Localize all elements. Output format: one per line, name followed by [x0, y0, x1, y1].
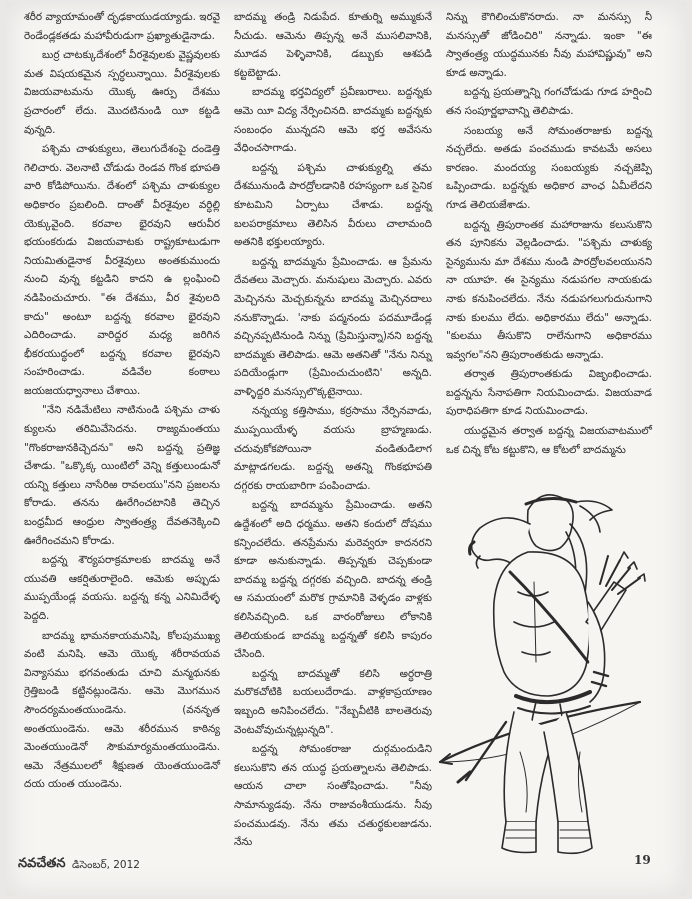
paragraph: బాదమ్మ భామనకాయమనిషి, కోలపుముఖ్య వంటి మనిషి. ఆమె యొక్క శరీరావయవ విన్యాసము భగవంతుడు చూచి మన్మథునకు గ్రెత్తిబండి కట్టినట్లుండెను. ఆమె మొగమున సౌందర్యమంతయుండెను. (వననృత అంతయుండెను. ఆమె శరీరమున కాఠిన్య మెంతయుండెనో సౌకుమార్యమంతయుండెను. ఆమె నేత్రములలో శీక్షుణత యెంతయుండెనో దయ యంత యుండెను.: [24, 629, 220, 791]
paragraph: బుర్ర చాటక్కుదేశంలో వీరశైవులకు వైష్ణవులకు మత విషయకమైన స్పర్ధలున్నాయి. వీరశైవులకు విజయవాటమను యొక్క ఊర్పు దేశము ప్రచారంలో లేదు. మొదటినుండి యీ కట్టడి వున్నది.: [24, 49, 220, 136]
paragraph: బద్దన్న బాదమ్మతో కలిసి అర్ధరాత్రి మరొకచోటికి బయలుదేరాడు. వాళ్లకాప్రయాణం ఇబ్బంది అనిపించలేదు. "నేబ్బవీటికి బాలతెరువు వెంటవోవుచున్నట్లున్నది".: [234, 667, 432, 736]
text-column-left: [24, 8, 220, 794]
paragraph: బద్దన్న శౌర్యపరాక్రమాలకు బాదమ్మ అనే యువతి ఆకర్షితురాలైంది. ఆమెకు అప్పుడు ముప్పయేండ్ల వయసు. బద్దన్న కన్న ఎనిమిదేళ్ళ పెద్దది.: [24, 554, 220, 622]
paragraph: నన్నయ్య కత్తిసాము, కర్రసాము నేర్పినవాడు, ముప్పయియేళ్ళ వయసు బ్రాహ్మణుడు. చదువుకోకపోయినా వండితుడిలాగ మాట్లాడగలడు. బద్దన్న అతన్ని గొంకభూపతి దగ్గరకు రాయబారిగా పంపించాడు.: [234, 405, 432, 492]
text-column-middle: [234, 8, 432, 852]
paragraph: శరీర వ్యాయామంతో దృఢకాయుడయ్యాడు. ఇరవై రెండేండ్లకతడు మహావీరుడుగా ప్రఖ్యాతుడైనాడు.: [24, 11, 220, 42]
warrior-illustration: [410, 432, 650, 862]
paragraph: బాదమ్మ భర్తవిద్యలో ప్రవీణురాలు. బద్దన్నకు ఆమె యీ విద్య నేర్పించినది. బాదమ్మకు బద్దన్నకు సంబంధం మున్నదని ఆమె భర్త అవేసను వేధించసాగాడు.: [234, 86, 432, 155]
magazine-logo: నవచేతన: [18, 856, 66, 871]
magazine-page: [6, 2, 686, 896]
paragraph: బద్దన్న బాదమ్మను ప్రేమించాడు. అతని ఉద్దేశంలో అది ధర్మము. అతని కందులో దోషము కన్పించలేదు. తనప్రేమను మరెవ్వరూ కాదనరని కూడా అనుకున్నాడు. తిప్పన్నకు చెప్పకుండా బాదమ్మ బద్దన్న దగ్గరకు వచ్చింది. బాదన్న తండ్రి ఆ సమయంలో మరొక గ్రామానికి వెళ్ళడం వాళ్లకు కలిసివచ్చింది. ఒక వారంరోజులు లోకానికి తెలియకుండ బాదమ్మ బద్దన్నతో కలిసి కాపురం చేసింది.: [234, 499, 432, 661]
paragraph: తర్వాత త్రిపురాంతకుడు విజృంభించాడు. బద్దన్నను సేనాపతిగా నియమించాడు. విజయవాడ పురాధిపతిగా కూడ నియమించాడు.: [446, 368, 652, 418]
paragraph: పశ్చిమ చాళుక్యులు, తెలుగుదేశంపై దండెత్తి గెలిచారు. వెలనాటి చోడుడు రెండవ గొంక భూపతి వారి కోడిపోయిను. దేశంలో పశ్చిమ చాళుక్యుల అధికారం ప్రబలింది. దాంతో వీరశైవుల వర్ధిల్లి యెక్కువైంది. కరవాల భైరవుని ఆరువీర భయంకరుడు విజయవాటకు రాష్ట్రకూటుడుగా నియమితుడైనాక వీరశైవులు అంతకుముందు నుంచి వున్న కట్టడిని కాదని ఉ ల్లంఘించి నడిపించుచూరు. "ఈ దేశము, వీర శైవులది కాదు" అంటూ బద్దన్న కరవాల భైరవుని ఎదిరించాడు. వారిద్దర మధ్య జరిగిన భీకరయుద్ధంలో బద్దన్న కరవాల భైరవుని సంహరించాడు. వడివేల కంఠాలు జయజయధ్వానాలు చేశాయి.: [24, 143, 220, 397]
text-column-right: [446, 8, 652, 459]
paragraph: బద్దన్న పశ్చిమ చాళుక్యుల్ని తమ దేశమునుండి పారద్రోలడానికి రహస్యంగా ఒక సైనిక కూటమిని ఏర్పాటు చేశాడు. బద్దన్న బలపరాక్రమాలు తెలిసిన వీరులు చాలామంది అతనికి భక్తులయ్యారు.: [234, 161, 432, 249]
paragraph: బాదమ్మ తండ్రి నిడుపేద. కూతుర్ని అమ్ముకునే నీచుడు. ఆమెను తిప్పన్న అనే ముసలివానికి, మూడవ పెళ్ళివానికి, డబ్బుకు ఆశపడి కట్టబెట్టాడు.: [234, 11, 432, 79]
page-number: 19: [634, 853, 651, 867]
paragraph: బద్దన్న బాదమ్మను ప్రేమించాడు. ఆ ప్రేమను దేవతలు మెచ్చారు. మనుషులు మెచ్చారు. ఎవరు మెచ్చినను మెచ్చకున్నను బాదమ్మ మెచ్చినదాలు ననుకొన్నాడు. 'నాకు పద్మనందు పదమూడేండ్ల వచ్చినప్పటినుండి నిన్ను (ప్రేమిస్తున్నా)నని బద్దన్న బాదమ్మకు తెలిపాడు. ఆమె అతనితో "నేను నిన్ను పదియేండ్లుగా (ప్రేమించుచుంటిని' అన్నది. వాళ్ళిద్దరి మనస్సులొక్కటైనాయి.: [234, 255, 432, 398]
paragraph: నిన్ను కౌగిలించుకొనరాదు. నా మనస్సు నీ మనస్సుతో జోడించిరి" నన్నాడు. ఇంకా "ఈ స్వాతంత్ర్య యుద్ధమునకు నీవు మహావిష్ణువు" అని కూడ అన్నాడు.: [446, 11, 652, 79]
paragraph: బద్దన్న సోమంకరాజు దుర్గమందుడిని కలుసుకొని తన యుద్ధ ప్రయత్నాలను తెలిపాడు. ఆయన చాలా సంతోషించాడు. "నీవు సామాన్యుడవు. నేను రాజువంశీయుడను. నీవు పంచముడవు. నేను తమ చతుర్థకులజుడను. నేను: [234, 743, 432, 849]
issue-date: డిసెంబర్, 2012: [72, 859, 140, 871]
paragraph: యుద్ధమైన తర్వాత బద్దన్న విజయవాటములో ఒక చిన్న కోట కట్టుకొని, ఆ కోటలో బాదమ్మను: [446, 425, 652, 456]
paragraph: బద్దన్న త్రిపురాంతక మహారాజును కలుసుకొని తన పూనికను వెల్లడించాడు. "పశ్చిమ చాళుక్య సైన్యమును మా దేశము నుండి పారద్రోలవలయునని నా యూహ. ఈ సైన్యము నడుపగల నాయకుడు నాకు కనుపించలేదు. నేను నడుపగలుగుదునుగాని నాకు కులము లేదు. అధికారము లేదు" అన్నాడు. "కులము తీసుకొని రాలేనుగాని అధికారము ఇవ్వగల"నని త్రిపురాంతకుడు అన్నాడు.: [446, 218, 652, 361]
paragraph: బద్దన్న ప్రయత్నాన్ని గంగచోడుడు గూడ హర్షించి తన సంపూర్ణభావాన్ని తెలిపాడు.: [446, 86, 652, 117]
paragraph: సంబయ్య అనే సోమంతరాజుకు బద్దన్న నచ్చలేదు. అతడు పంచముడు కావటమే అసలు కారణం. మందయ్య సంబయ్యకు నచ్చజెప్పి ఒప్పించాడు. బద్దన్నకు అధికార వాంఛ ఏమీలేదని గూడ తెలియజేశాడు.: [446, 124, 652, 211]
paragraph: "నేని నడిమేటిలు నాటినుండి పశ్చిమ చాళు క్యులను తరిమివేసెదను. రాజ్యమంతయు "గొంకరాజునకిచ్చెదను" అని బద్దన్న ప్రతిజ్ఞ చేశాడు. "ఒక్కొక్క యింటిలో వెన్ని కత్తులుండునో యన్ని కత్తులు నాసేరిఱ రావలయు"నని ప్రజలను కోరాడు. తనను ఊరేగించటానికి తెచ్చిన బంధ్రమీద ఆంధ్రుల స్వాతంత్ర్య దేవతనెక్కించి ఊరేగించమని కోరాడు.: [24, 404, 220, 547]
